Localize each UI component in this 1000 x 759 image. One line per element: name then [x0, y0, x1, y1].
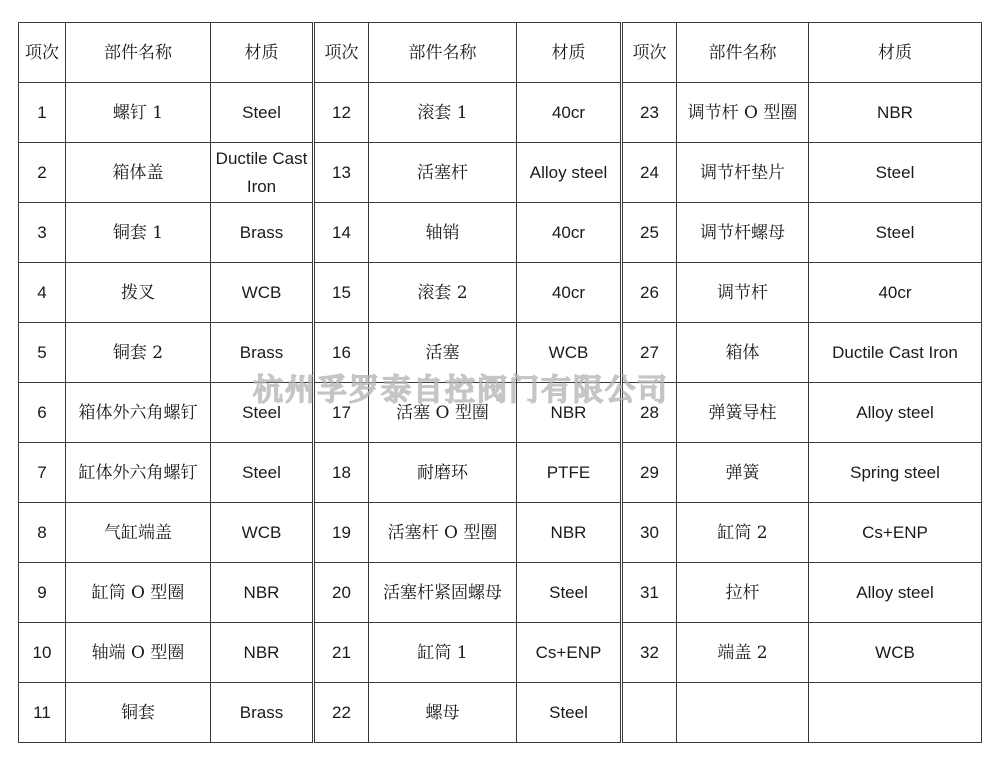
item-number-cell: 1 [19, 83, 66, 143]
item-number-cell: 31 [622, 563, 677, 623]
part-name-cell: 气缸端盖 [66, 503, 211, 563]
table-row [19, 683, 982, 743]
item-number-cell: 11 [19, 683, 66, 743]
table-row [19, 383, 982, 443]
part-name-cell: 轴端 O 型圈 [66, 623, 211, 683]
part-name-cell: 调节杆螺母 [677, 203, 809, 263]
material-cell: WCB [211, 503, 314, 563]
item-number-cell: 2 [19, 143, 66, 203]
material-cell: 40cr [809, 263, 982, 323]
material-cell: NBR [517, 503, 622, 563]
item-number-cell: 19 [314, 503, 369, 563]
item-number-cell: 8 [19, 503, 66, 563]
material-cell: WCB [211, 263, 314, 323]
item-number-cell: 29 [622, 443, 677, 503]
item-number-cell: 10 [19, 623, 66, 683]
part-name-cell: 螺母 [369, 683, 517, 743]
table-row [19, 503, 982, 563]
item-number-cell: 7 [19, 443, 66, 503]
item-number-cell: 15 [314, 263, 369, 323]
header-material: 材质 [517, 23, 622, 83]
table-row [19, 83, 982, 143]
item-number-cell: 23 [622, 83, 677, 143]
material-cell: NBR [517, 383, 622, 443]
item-number-cell: 13 [314, 143, 369, 203]
material-cell [809, 683, 982, 743]
material-cell: Steel [517, 683, 622, 743]
item-number-cell: 28 [622, 383, 677, 443]
item-number-cell: 12 [314, 83, 369, 143]
material-cell: Alloy steel [809, 563, 982, 623]
part-name-cell: 滚套 2 [369, 263, 517, 323]
material-cell: Steel [809, 143, 982, 203]
material-cell: Brass [211, 683, 314, 743]
header-part-name: 部件名称 [369, 23, 517, 83]
material-cell: 40cr [517, 83, 622, 143]
part-name-cell: 活塞杆 [369, 143, 517, 203]
part-name-cell: 耐磨环 [369, 443, 517, 503]
material-cell: Alloy steel [517, 143, 622, 203]
item-number-cell: 30 [622, 503, 677, 563]
header-material: 材质 [809, 23, 982, 83]
item-number-cell: 21 [314, 623, 369, 683]
part-name-cell: 拉杆 [677, 563, 809, 623]
material-cell: Spring steel [809, 443, 982, 503]
item-number-cell: 9 [19, 563, 66, 623]
material-cell: Cs+ENP [517, 623, 622, 683]
material-cell: Ductile Cast Iron [809, 323, 982, 383]
material-cell: Steel [211, 83, 314, 143]
part-name-cell: 缸筒 1 [369, 623, 517, 683]
item-number-cell: 17 [314, 383, 369, 443]
item-number-cell: 27 [622, 323, 677, 383]
part-name-cell: 弹簧 [677, 443, 809, 503]
part-name-cell: 铜套 2 [66, 323, 211, 383]
company-watermark: 杭州孚罗泰自控阀门有限公司 [253, 373, 669, 408]
material-cell: 40cr [517, 203, 622, 263]
parts-table-body [19, 83, 982, 743]
item-number-cell: 22 [314, 683, 369, 743]
material-cell: Brass [211, 203, 314, 263]
part-name-cell: 箱体外六角螺钉 [66, 383, 211, 443]
material-cell: Alloy steel [809, 383, 982, 443]
part-name-cell: 铜套 [66, 683, 211, 743]
item-number-cell: 25 [622, 203, 677, 263]
parts-sheet [18, 22, 981, 742]
item-number-cell: 26 [622, 263, 677, 323]
part-name-cell [677, 683, 809, 743]
item-number-cell [622, 683, 677, 743]
part-name-cell: 缸体外六角螺钉 [66, 443, 211, 503]
part-name-cell: 活塞 [369, 323, 517, 383]
material-cell: NBR [809, 83, 982, 143]
part-name-cell: 箱体 [677, 323, 809, 383]
table-row [19, 443, 982, 503]
part-name-cell: 活塞 O 型圈 [369, 383, 517, 443]
header-material: 材质 [211, 23, 314, 83]
table-row [19, 563, 982, 623]
material-cell: WCB [809, 623, 982, 683]
item-number-cell: 5 [19, 323, 66, 383]
material-cell: Steel [517, 563, 622, 623]
part-name-cell: 箱体盖 [66, 143, 211, 203]
table-row [19, 623, 982, 683]
item-number-cell: 18 [314, 443, 369, 503]
item-number-cell: 4 [19, 263, 66, 323]
parts-table [18, 22, 982, 743]
part-name-cell: 活塞杆 O 型圈 [369, 503, 517, 563]
table-row [19, 203, 982, 263]
material-cell: NBR [211, 623, 314, 683]
part-name-cell: 缸筒 O 型圈 [66, 563, 211, 623]
part-name-cell: 弹簧导柱 [677, 383, 809, 443]
header-part-name: 部件名称 [66, 23, 211, 83]
header-item-no: 项次 [19, 23, 66, 83]
material-cell: Ductile Cast Iron [211, 143, 314, 203]
item-number-cell: 6 [19, 383, 66, 443]
item-number-cell: 14 [314, 203, 369, 263]
item-number-cell: 20 [314, 563, 369, 623]
material-cell: NBR [211, 563, 314, 623]
part-name-cell: 调节杆 O 型圈 [677, 83, 809, 143]
material-cell: 40cr [517, 263, 622, 323]
header-row [19, 23, 982, 83]
part-name-cell: 滚套 1 [369, 83, 517, 143]
material-cell: Steel [211, 383, 314, 443]
part-name-cell: 拨叉 [66, 263, 211, 323]
part-name-cell: 螺钉 1 [66, 83, 211, 143]
item-number-cell: 16 [314, 323, 369, 383]
header-part-name: 部件名称 [677, 23, 809, 83]
item-number-cell: 32 [622, 623, 677, 683]
header-item-no: 项次 [314, 23, 369, 83]
part-name-cell: 铜套 1 [66, 203, 211, 263]
part-name-cell: 缸筒 2 [677, 503, 809, 563]
part-name-cell: 端盖 2 [677, 623, 809, 683]
table-row [19, 263, 982, 323]
table-row [19, 323, 982, 383]
material-cell: Steel [809, 203, 982, 263]
part-name-cell: 调节杆垫片 [677, 143, 809, 203]
header-item-no: 项次 [622, 23, 677, 83]
material-cell: WCB [517, 323, 622, 383]
part-name-cell: 调节杆 [677, 263, 809, 323]
material-cell: Steel [211, 443, 314, 503]
material-cell: Cs+ENP [809, 503, 982, 563]
item-number-cell: 24 [622, 143, 677, 203]
item-number-cell: 3 [19, 203, 66, 263]
part-name-cell: 活塞杆紧固螺母 [369, 563, 517, 623]
table-row [19, 143, 982, 203]
material-cell: PTFE [517, 443, 622, 503]
material-cell: Brass [211, 323, 314, 383]
part-name-cell: 轴销 [369, 203, 517, 263]
